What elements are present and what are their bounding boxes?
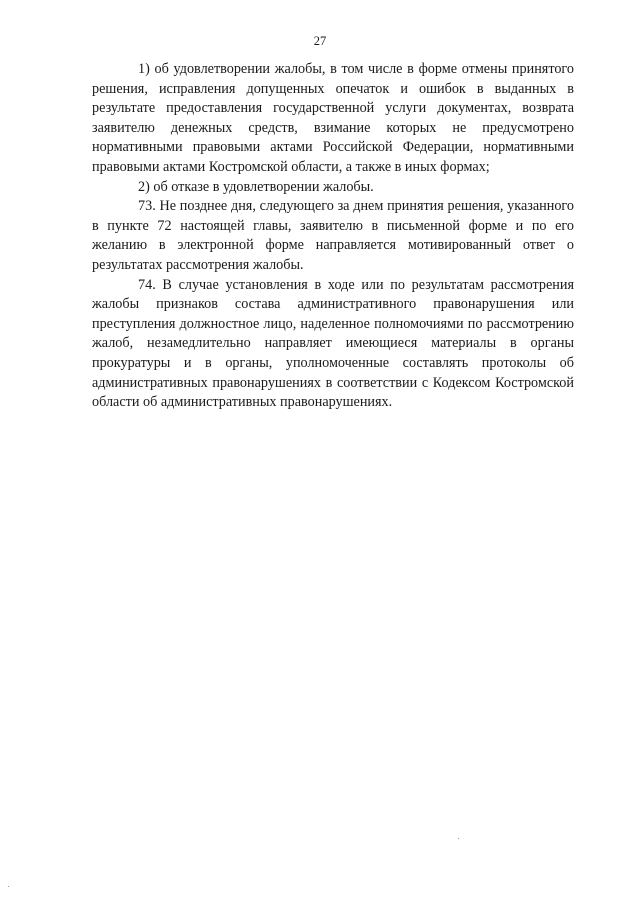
document-body: [92, 60, 574, 413]
scan-artifact: [458, 838, 459, 839]
paragraph-74: 74. В случае установления в ходе или по результатам рассмотрения жалобы признаков состава административного правонарушения или преступления должностное лицо, наделенное полномочиями по рассмотрению жалоб, незамедлительно направляет имеющиеся материалы в органы прокуратуры и в органы, уполномоченные составлять протоколы об административных правонарушениях в соответствии с Кодексом Костромской области об административных правонарушениях.: [92, 276, 574, 411]
page-number: 27: [313, 34, 327, 48]
paragraph-decision-satisfy: 1) об удовлетворении жалобы, в том числе в форме отмены принятого решения, исправления допущенных опечаток и ошибок в выданных в результате предоставления государственной услуги документах, возврата заявителю денежных средств, взимание которых не предусмотрено нормативными правовыми актами Российской Федерации, нормативными правовыми актами Костромской области, а также в иных формах;: [92, 61, 574, 175]
paragraph-decision-refuse: 2) об отказе в удовлетворении жалобы.: [138, 178, 374, 195]
scan-artifact: [8, 886, 9, 887]
paragraph-73: 73. Не позднее дня, следующего за днем принятия решения, указанного в пункте 72 настоящей главы, заявителю в письменной форме и по его желанию в электронной форме направляется мотивированный ответ о результатах рассмотрения жалобы.: [92, 198, 574, 273]
